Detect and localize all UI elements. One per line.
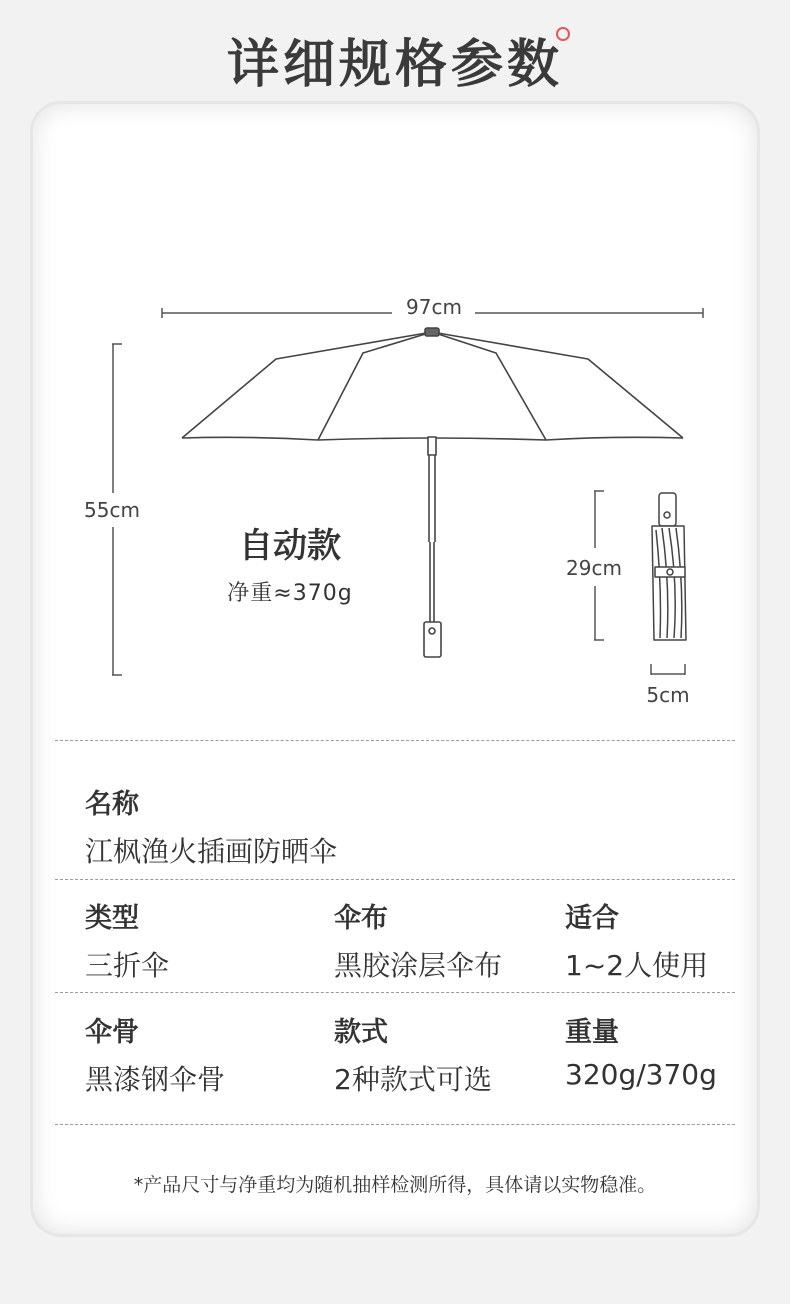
spec-value-suitable: 1~2人使用	[565, 949, 709, 982]
spec-label-frame: 伞骨	[85, 1017, 139, 1048]
divider	[55, 740, 735, 741]
folded-umbrella-icon	[652, 493, 686, 640]
footnote: *产品尺寸与净重均为随机抽样检测所得，具体请以实物稳准。	[133, 1174, 657, 1196]
model-name: 自动款	[239, 526, 341, 566]
spec-label-name: 名称	[85, 789, 139, 820]
divider	[55, 879, 735, 880]
folded-width-dimension	[651, 664, 685, 675]
folded-length-label: 29cm	[566, 556, 622, 580]
spec-value-frame: 黑漆钢伞骨	[85, 1063, 226, 1096]
spec-value-type: 三折伞	[85, 949, 170, 982]
page-title: 详细规格参数	[226, 34, 563, 95]
spec-value-style: 2种款式可选	[334, 1063, 492, 1096]
height-label: 55cm	[84, 498, 140, 522]
folded-width-label: 5cm	[646, 683, 690, 707]
width-label: 97cm	[406, 295, 462, 319]
divider	[55, 992, 735, 993]
spec-value-weight: 320g/370g	[565, 1058, 717, 1091]
spec-value-name: 江枫渔火插画防晒伞	[85, 835, 338, 868]
net-weight: 净重≈370g	[227, 581, 353, 606]
divider	[55, 1124, 735, 1125]
open-umbrella-icon	[182, 328, 683, 657]
spec-label-type: 类型	[85, 903, 139, 934]
spec-label-suitable: 适合	[565, 903, 619, 934]
spec-label-style: 款式	[334, 1017, 388, 1048]
spec-label-fabric: 伞布	[334, 903, 388, 934]
spec-value-fabric: 黑胶涂层伞布	[334, 949, 503, 982]
spec-label-weight: 重量	[565, 1017, 619, 1048]
